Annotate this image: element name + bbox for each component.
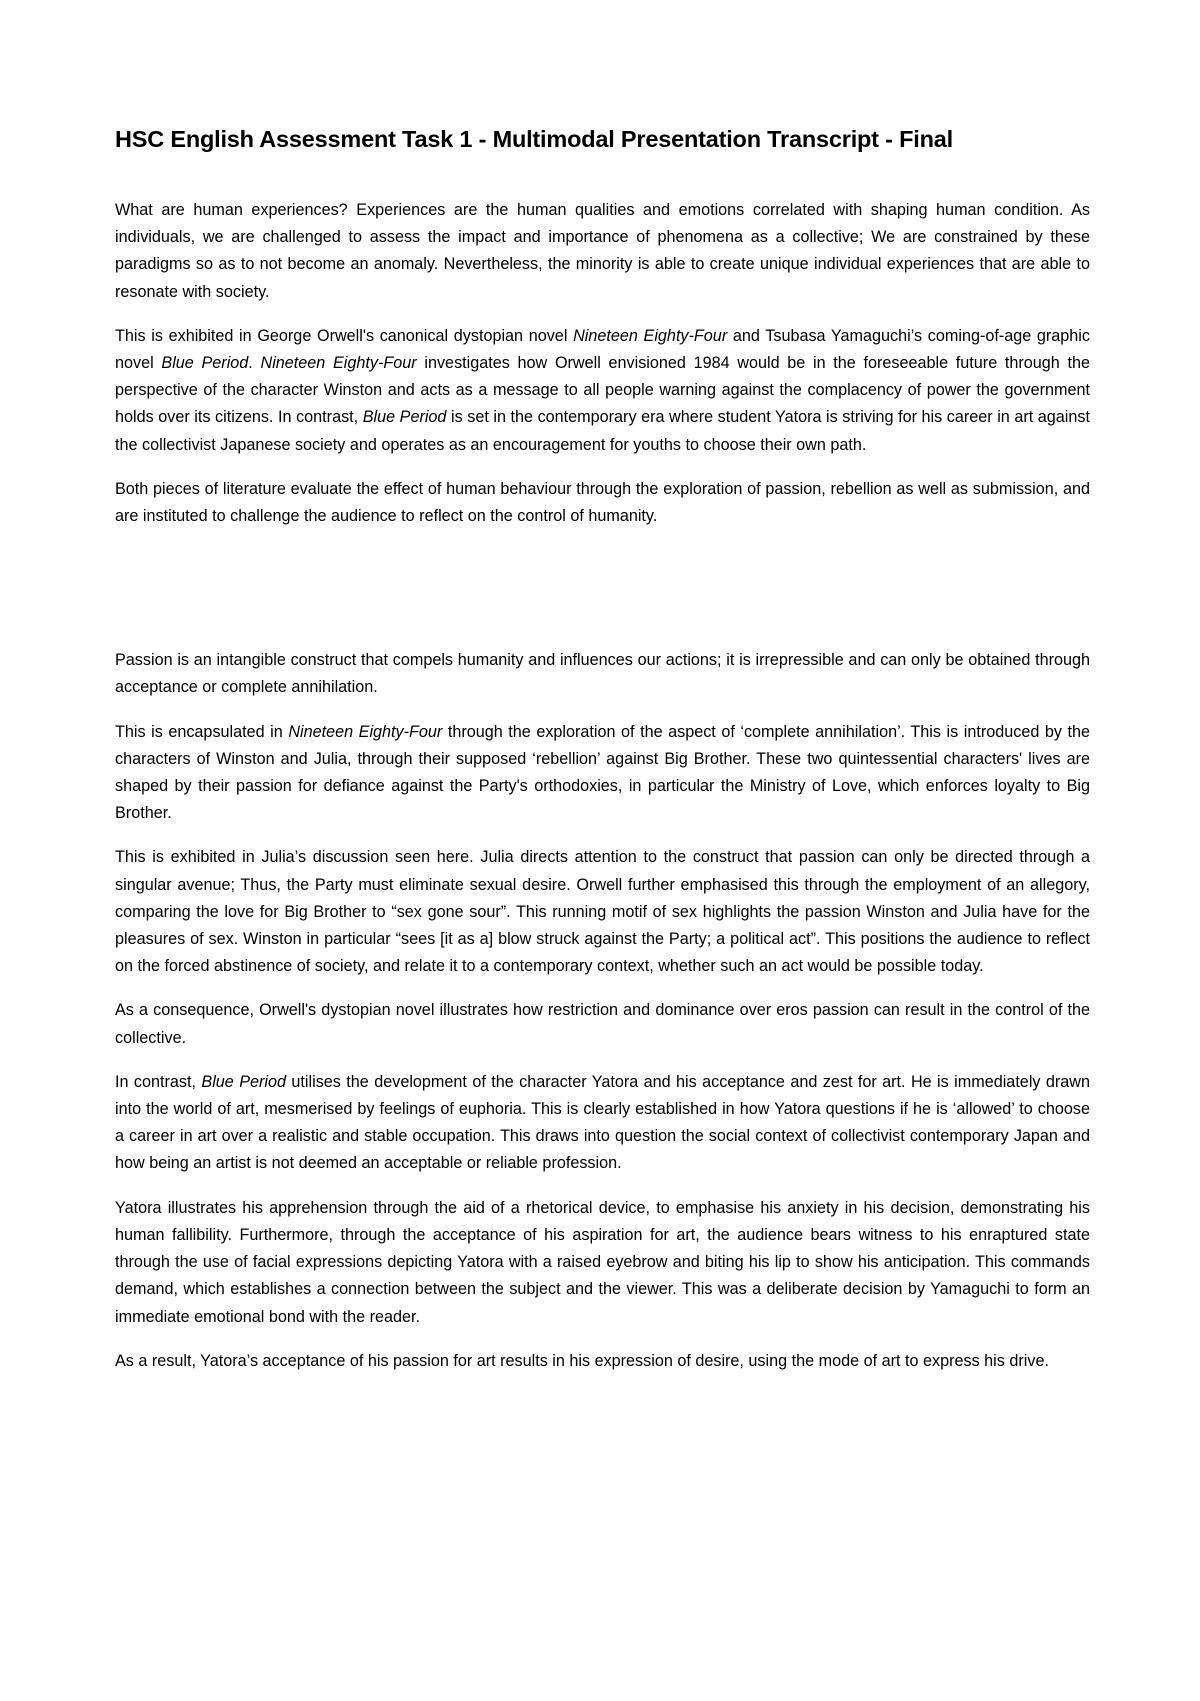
- paragraph: [115, 647, 1090, 701]
- italic-title-text: Nineteen Eighty-Four: [260, 354, 417, 373]
- italic-title-text: Nineteen Eighty-Four: [288, 722, 443, 741]
- italic-title-text: Blue Period: [362, 408, 447, 427]
- paragraph: [115, 1195, 1090, 1331]
- paragraph-text: Both pieces of literature evaluate the effect of human behaviour through the exploration of passion, rebellion as well as submission, and are instituted to challenge the audience to reflect on the control of humanity.: [115, 479, 1090, 526]
- document-title: HSC English Assessment Task 1 - Multimodal Presentation Transcript - Final: [115, 126, 953, 152]
- paragraph: [115, 197, 1090, 306]
- paragraph-text: This is exhibited in Julia’s discussion seen here. Julia directs attention to the construct that passion can only be directed through a singular avenue; Thus, the Party must eliminate sexual desire. Orwell further emphasised this through the employment of an allegory, comparing the love for Big Brother to “sex gone sour”. This running motif of sex highlights the passion Winston and Julia have for the pleasures of sex. Winston in particular “sees [it as a] blow struck against the Party; a political act”. This positions the audience to reflect on the forced abstinence of society, and relate it to a contemporary context, whether such an act would be possible today.: [115, 848, 1090, 976]
- document-page: [115, 126, 1090, 1392]
- paragraph: [115, 844, 1090, 980]
- paragraph: [115, 323, 1090, 459]
- paragraph-text: Passion is an intangible construct that compels humanity and influences our actions; it is irrepressible and can only be obtained through acceptance or complete annihilation.: [115, 651, 1090, 697]
- section-gap: [115, 547, 1090, 647]
- paragraph-text: utilises the development of the character Yatora and his acceptance and zest for art. He is immediately drawn into the world of art, mesmerised by feelings of euphoria. This is clearly established in how Yatora questions if he is ‘allowed’ to choose a career in art over a realistic and stable occupation. This draws into question the social context of collectivist contemporary Japan and how being an artist is not deemed an acceptable or reliable profession.: [115, 1072, 1091, 1173]
- paragraph: [115, 1348, 1090, 1375]
- paragraph-text: is set in the contemporary era where student Yatora is striving for his career in art against the collectivist Japanese society and operates as an encouragement for youths to choose their own path.: [115, 408, 1090, 454]
- intro-section: [115, 197, 1090, 530]
- paragraph-text: This is exhibited in George Orwell's canonical dystopian novel: [115, 326, 574, 345]
- paragraph-text: As a result, Yatora’s acceptance of his passion for art results in his expression of desire, using the mode of art to express his drive.: [115, 1351, 1049, 1370]
- paragraph-text: What are human experiences? Experiences are the human qualities and emotions correlated with shaping human condition. As individuals, we are challenged to assess the impact and importance of phenomena as a collective; We are constrained by these paradigms so as to not become an anomaly. Nevertheless, the minority is able to create unique individual experiences that are able to resonate with society.: [115, 201, 1090, 301]
- italic-title-text: Nineteen Eighty-Four: [573, 326, 728, 345]
- paragraph-text: .: [248, 354, 261, 373]
- paragraph-text: In contrast,: [115, 1072, 202, 1091]
- paragraph: [115, 1069, 1090, 1178]
- paragraph: [115, 997, 1090, 1051]
- paragraph-text: Yatora illustrates his apprehension through the aid of a rhetorical device, to emphasise his anxiety in his decision, demonstrating his human fallibility. Furthermore, through the acceptance of his aspiration for art, the audience bears witness to his enraptured state through the use of facial expressions depicting Yatora with a raised eyebrow and biting his lip to show his anticipation. This commands demand, which establishes a connection between the subject and the viewer. This was a deliberate decision by Yamaguchi to form an immediate emotional bond with the reader.: [115, 1198, 1090, 1326]
- body-section: [115, 647, 1090, 1375]
- paragraph: [115, 476, 1090, 530]
- paragraph-text: and Tsubasa Yamaguchi’s coming-of-age graphic novel: [115, 326, 1090, 373]
- paragraph-text: This is encapsulated in: [115, 722, 289, 741]
- italic-title-text: Blue Period: [201, 1072, 287, 1091]
- paragraph-text: through the exploration of the aspect of ‘complete annihilation’. This is introduced by the characters of Winston and Julia, through their supposed ‘rebellion’ against Big Brother. These two quintessential characters' lives are shaped by their passion for defiance against the Party's orthodoxies, in particular the Ministry of Love, which enforces loyalty to Big Brother.: [115, 722, 1090, 823]
- paragraph-text: investigates how Orwell envisioned 1984 would be in the foreseeable future through the perspective of the character Winston and acts as a message to all people warning against the complacency of power the government holds over its citizens. In contrast,: [115, 354, 1090, 427]
- paragraph-text: As a consequence, Orwell's dystopian novel illustrates how restriction and dominance over eros passion can result in the control of the collective.: [115, 1001, 1090, 1047]
- paragraph: [115, 719, 1090, 828]
- italic-title-text: Blue Period: [161, 354, 249, 373]
